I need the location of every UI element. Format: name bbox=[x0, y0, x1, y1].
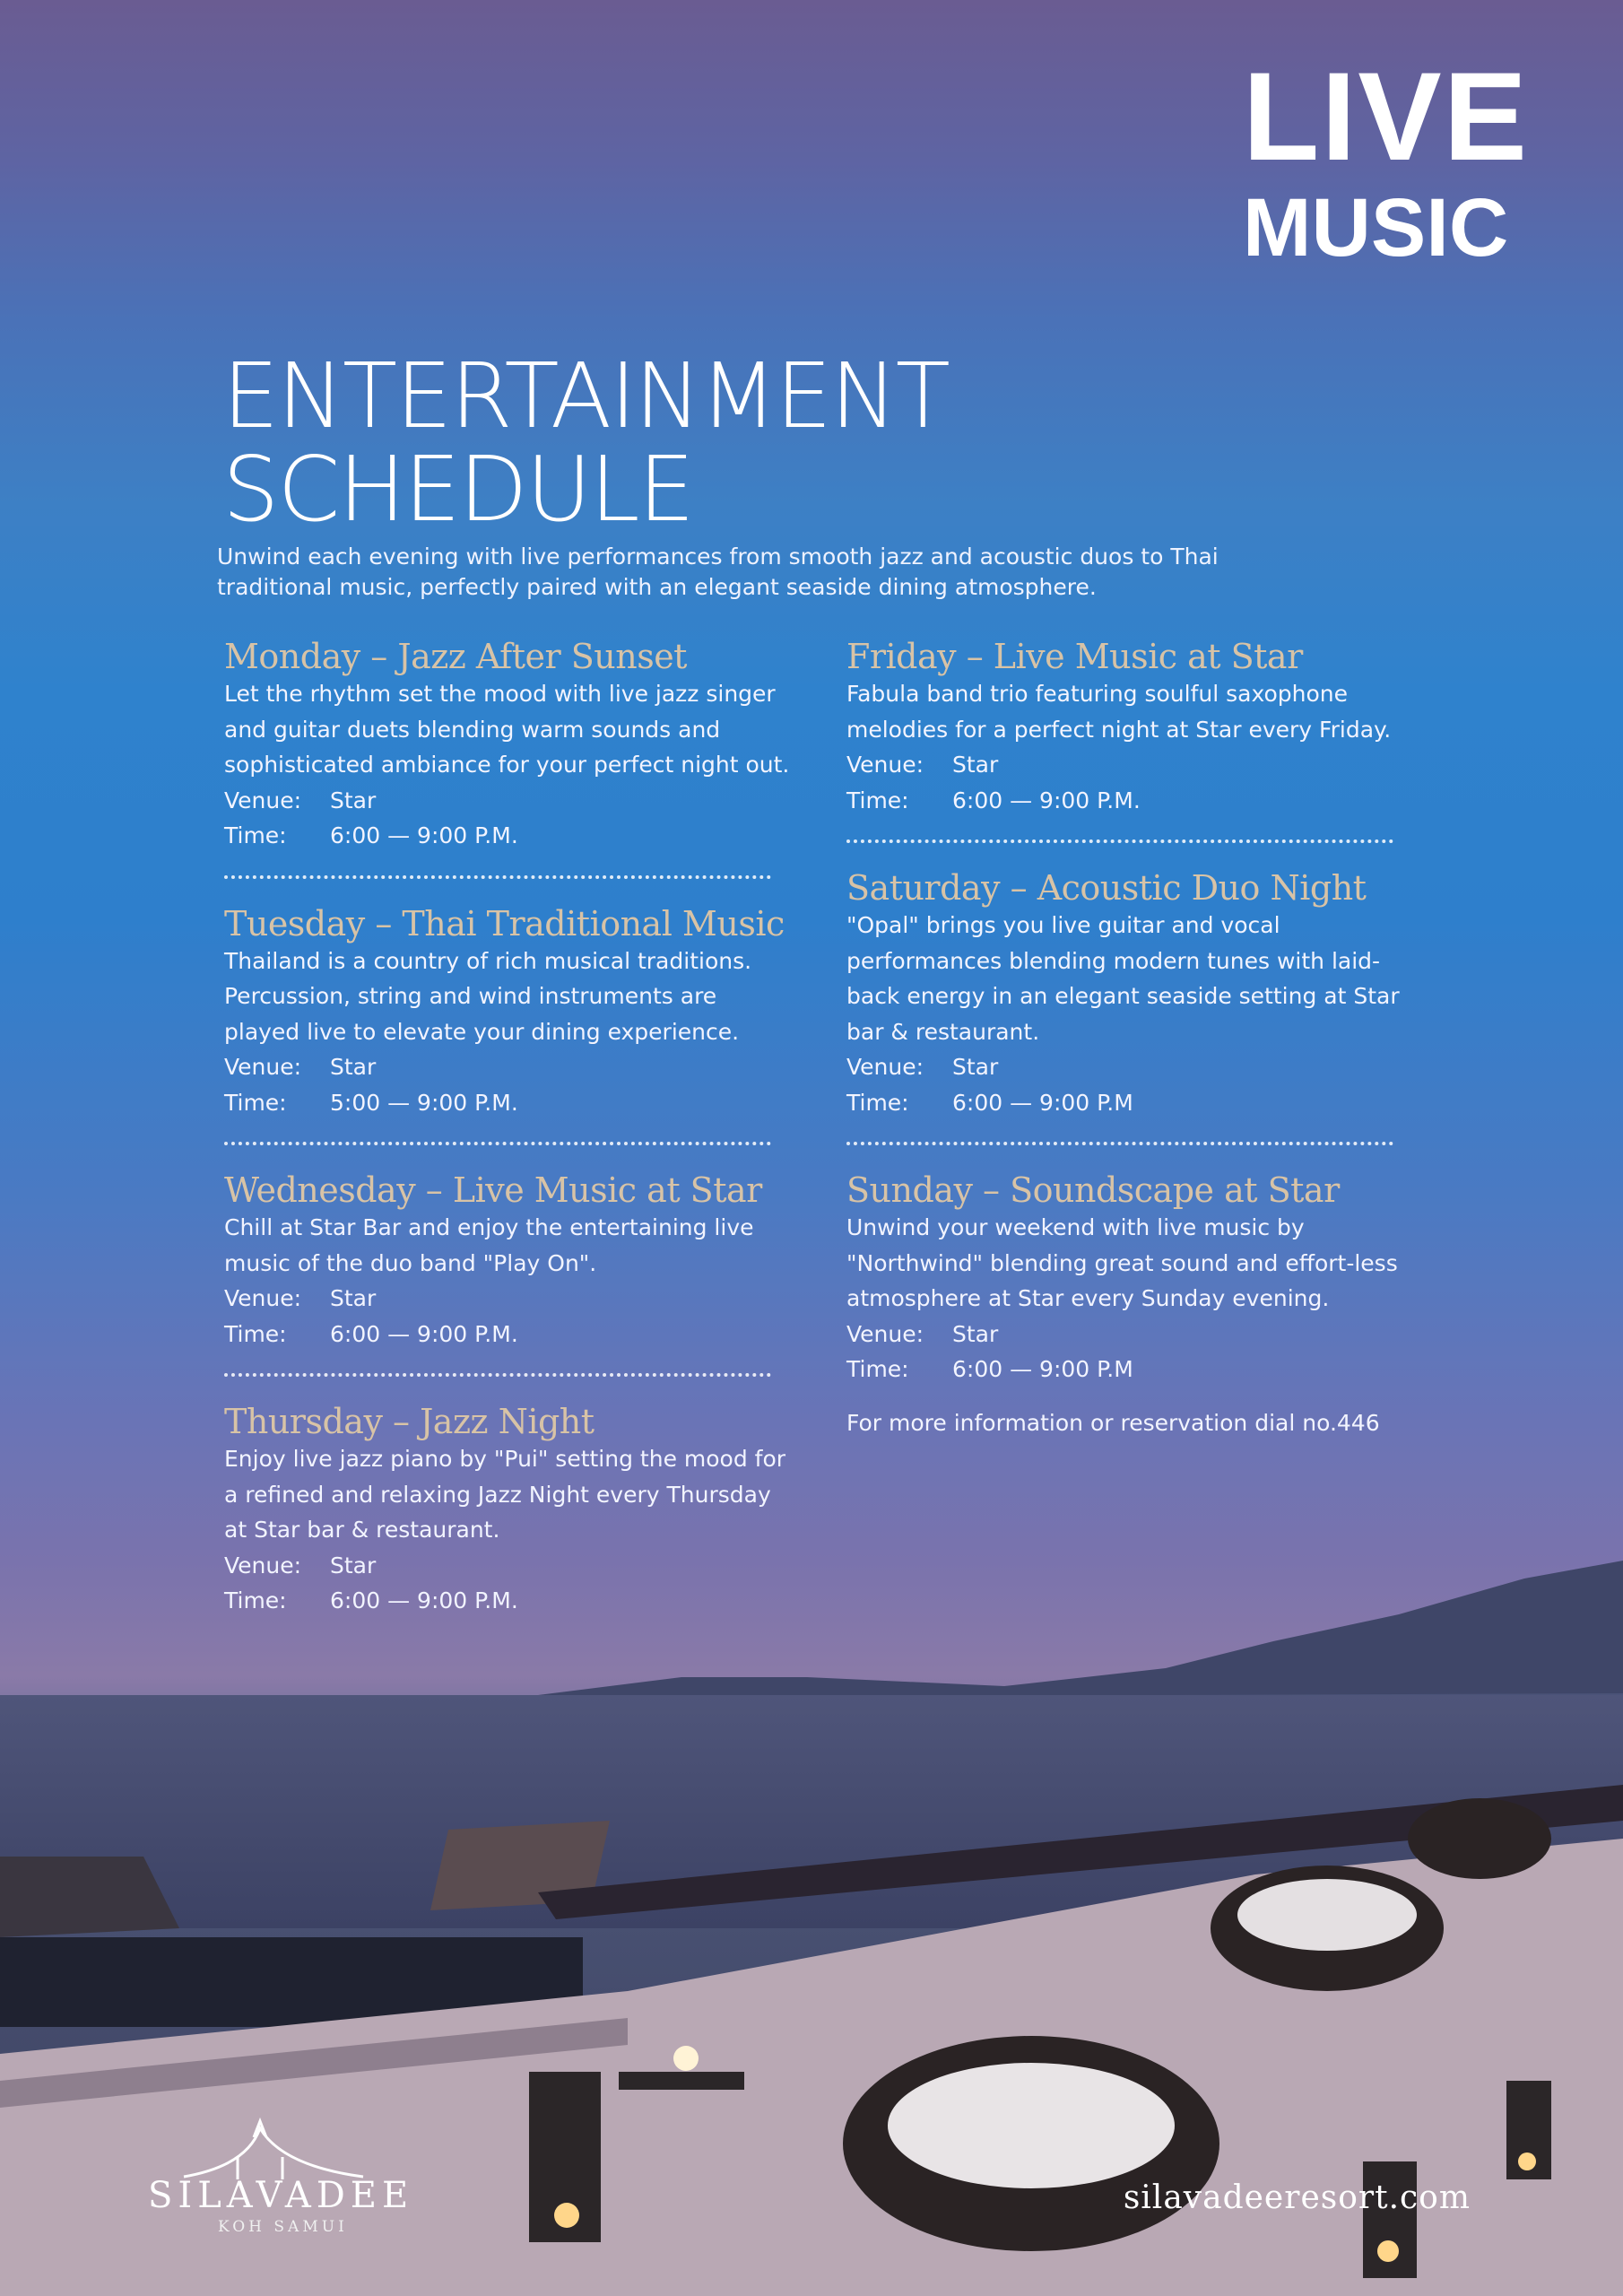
event-time bbox=[224, 1583, 798, 1619]
schedule-left-column bbox=[224, 637, 798, 1619]
event-monday bbox=[224, 637, 798, 854]
dotted-divider bbox=[224, 875, 771, 879]
title-line-2: SCHEDULE bbox=[222, 437, 693, 542]
event-title: Wednesday – Live Music at Star bbox=[224, 1170, 762, 1210]
event-time bbox=[846, 1085, 1420, 1121]
event-description: "Opal" brings you live guitar and vocal performances blending modern tunes with laid-back energy in an elegant seaside setting at Star bar & restaurant. bbox=[846, 912, 1400, 1045]
music-text: MUSIC bbox=[1242, 182, 1509, 274]
time-value: 6:00 — 9:00 P.M bbox=[952, 1089, 1133, 1116]
title-line-1: ENTERTAINMENT bbox=[222, 344, 949, 448]
silavadee-logo bbox=[148, 2112, 414, 2238]
venue-value: Star bbox=[952, 1054, 999, 1080]
logo-roof-icon bbox=[148, 2112, 408, 2184]
event-description: Thailand is a country of rich musical traditions. Percussion, string and wind instruments are played live to elevate your dining experience. bbox=[224, 947, 752, 1045]
event-saturday bbox=[846, 868, 1420, 1120]
event-title: Thursday – Jazz Night bbox=[224, 1402, 595, 1441]
schedule-right-column bbox=[846, 637, 1420, 1439]
venue-label: Venue: bbox=[224, 1054, 302, 1080]
time-value: 5:00 — 9:00 P.M. bbox=[330, 1089, 518, 1116]
venue-value: Star bbox=[330, 787, 377, 813]
event-description: Fabula band trio featuring soulful saxophone melodies for a perfect night at Star every Friday. bbox=[846, 681, 1392, 743]
time-value: 6:00 — 9:00 P.M bbox=[952, 1356, 1133, 1382]
event-title: Monday – Jazz After Sunset bbox=[224, 637, 687, 676]
page-title bbox=[222, 344, 949, 542]
venue-label: Venue: bbox=[846, 1320, 924, 1347]
event-friday bbox=[846, 637, 1420, 818]
live-music-heading bbox=[1242, 46, 1529, 274]
event-venue bbox=[846, 1049, 1420, 1085]
event-time bbox=[224, 818, 798, 854]
venue-value: Star bbox=[330, 1285, 377, 1311]
time-value: 6:00 — 9:00 P.M. bbox=[330, 822, 518, 848]
intro-text: Unwind each evening with live performances from smooth jazz and acoustic duos to Thai traditional music, perfectly paired with an elegant seaside dining atmosphere. bbox=[217, 544, 1219, 600]
live-text: LIVE bbox=[1242, 46, 1529, 187]
time-value: 6:00 — 9:00 P.M. bbox=[330, 1320, 518, 1347]
venue-value: Star bbox=[952, 1320, 999, 1347]
venue-label: Venue: bbox=[846, 752, 924, 778]
time-label: Time: bbox=[846, 1356, 909, 1382]
event-time bbox=[224, 1085, 798, 1121]
venue-value: Star bbox=[952, 752, 999, 778]
event-description: Chill at Star Bar and enjoy the entertaining live music of the duo band "Play On". bbox=[224, 1214, 754, 1276]
event-venue bbox=[846, 747, 1420, 783]
event-tuesday bbox=[224, 904, 798, 1121]
time-label: Time: bbox=[224, 822, 287, 848]
event-title: Sunday – Soundscape at Star bbox=[846, 1170, 1340, 1210]
event-venue bbox=[846, 1317, 1420, 1352]
dotted-divider bbox=[224, 1373, 771, 1377]
venue-label: Venue: bbox=[224, 1285, 302, 1311]
event-time bbox=[224, 1317, 798, 1352]
time-label: Time: bbox=[224, 1587, 287, 1613]
venue-label: Venue: bbox=[846, 1054, 924, 1080]
venue-value: Star bbox=[330, 1552, 377, 1578]
logo-wordmark: SILAVADEE bbox=[148, 2175, 414, 2216]
event-description: Enjoy live jazz piano by "Pui" setting the mood for a refined and relaxing Jazz Night every Thursday at Star bar & restaurant. bbox=[224, 1446, 786, 1543]
website-url: silavadeeresort.com bbox=[1123, 2179, 1471, 2216]
venue-label: Venue: bbox=[224, 1552, 302, 1578]
event-venue bbox=[224, 1548, 798, 1584]
venue-label: Venue: bbox=[224, 787, 302, 813]
event-thursday bbox=[224, 1402, 798, 1619]
time-label: Time: bbox=[846, 1089, 909, 1116]
time-value: 6:00 — 9:00 P.M. bbox=[952, 787, 1141, 813]
event-venue bbox=[224, 783, 798, 819]
event-title: Saturday – Acoustic Duo Night bbox=[846, 868, 1367, 908]
venue-value: Star bbox=[330, 1054, 377, 1080]
time-label: Time: bbox=[224, 1089, 287, 1116]
event-title: Tuesday – Thai Traditional Music bbox=[224, 903, 785, 944]
time-label: Time: bbox=[846, 787, 909, 813]
logo-subtitle: KOH SAMUI bbox=[218, 2218, 348, 2236]
dotted-divider bbox=[846, 839, 1393, 843]
dotted-divider bbox=[224, 1142, 771, 1145]
event-time bbox=[846, 783, 1420, 819]
time-label: Time: bbox=[224, 1320, 287, 1347]
event-venue bbox=[224, 1281, 798, 1317]
event-venue bbox=[224, 1049, 798, 1085]
event-sunday bbox=[846, 1170, 1420, 1387]
event-description: Unwind your weekend with live music by "Northwind" blending great sound and effort-less atmosphere at Star every Sunday evening. bbox=[846, 1214, 1398, 1311]
time-value: 6:00 — 9:00 P.M. bbox=[330, 1587, 518, 1613]
event-title: Friday – Live Music at Star bbox=[846, 637, 1303, 676]
event-wednesday bbox=[224, 1170, 798, 1352]
event-description: Let the rhythm set the mood with live jazz singer and guitar duets blending warm sounds and sophisticated ambiance for your perfect night out. bbox=[224, 681, 790, 778]
contact-info: For more information or reservation dial no.446 bbox=[846, 1409, 1380, 1436]
dotted-divider bbox=[846, 1142, 1393, 1145]
event-time bbox=[846, 1352, 1420, 1387]
